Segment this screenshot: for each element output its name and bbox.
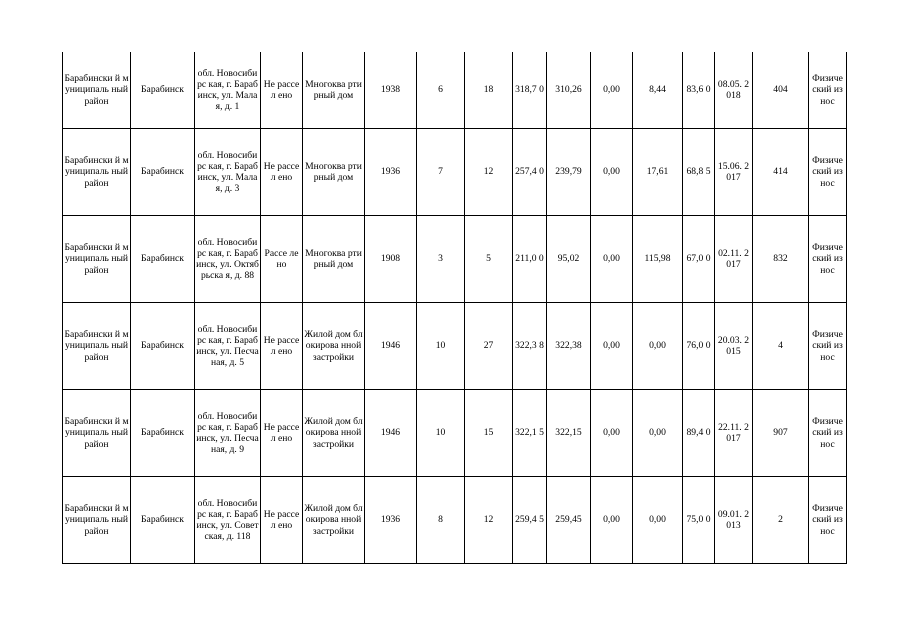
cell-doc-no: 404 (753, 52, 809, 129)
cell-doc-no: 907 (753, 390, 809, 477)
cell-status: Не рассел ено (261, 303, 303, 390)
cell-area-total: 322,3 8 (513, 303, 547, 390)
cell-settlement: Барабинск (131, 390, 195, 477)
cell-doc-no: 4 (753, 303, 809, 390)
cell-year: 1908 (365, 216, 417, 303)
cell-date: 08.05. 2018 (715, 52, 753, 129)
cell-area-living: 95,02 (547, 216, 591, 303)
table-row (63, 303, 847, 390)
cell-year: 1938 (365, 52, 417, 129)
cell-col7: 10 (417, 303, 465, 390)
cell-date: 20.03. 2015 (715, 303, 753, 390)
cell-col13: 89,4 0 (683, 390, 715, 477)
cell-settlement: Барабинск (131, 303, 195, 390)
table-row (63, 129, 847, 216)
cell-year: 1936 (365, 129, 417, 216)
cell-address: обл. Новосибирс кая, г. Барабинск, ул. Песчаная, д. 5 (195, 303, 261, 390)
cell-date: 09.01. 2013 (715, 477, 753, 564)
cell-date: 02.11. 2017 (715, 216, 753, 303)
cell-doc-no: 2 (753, 477, 809, 564)
cell-reason: Физиче ский износ (809, 52, 847, 129)
cell-area-living: 259,45 (547, 477, 591, 564)
cell-year: 1946 (365, 303, 417, 390)
cell-col12: 17,61 (633, 129, 683, 216)
cell-district: Барабински й муниципаль ный район (63, 303, 131, 390)
cell-col8: 27 (465, 303, 513, 390)
cell-status: Не рассел ено (261, 129, 303, 216)
cell-doc-no: 832 (753, 216, 809, 303)
cell-settlement: Барабинск (131, 52, 195, 129)
cell-col11: 0,00 (591, 390, 633, 477)
cell-district: Барабински й муниципаль ный район (63, 477, 131, 564)
cell-doc-no: 414 (753, 129, 809, 216)
cell-col13: 75,0 0 (683, 477, 715, 564)
table-row (63, 52, 847, 129)
cell-year: 1946 (365, 390, 417, 477)
cell-area-total: 318,7 0 (513, 52, 547, 129)
table-row (63, 216, 847, 303)
cell-reason: Физиче ский износ (809, 129, 847, 216)
cell-col7: 8 (417, 477, 465, 564)
cell-district: Барабински й муниципаль ный район (63, 52, 131, 129)
cell-building-type: Многоква ртирный дом (303, 129, 365, 216)
cell-col13: 67,0 0 (683, 216, 715, 303)
cell-area-living: 322,15 (547, 390, 591, 477)
cell-col7: 3 (417, 216, 465, 303)
cell-col12: 8,44 (633, 52, 683, 129)
cell-address: обл. Новосибирс кая, г. Барабинск, ул. Малая, д. 1 (195, 52, 261, 129)
cell-col13: 68,8 5 (683, 129, 715, 216)
cell-district: Барабински й муниципаль ный район (63, 216, 131, 303)
cell-area-living: 322,38 (547, 303, 591, 390)
cell-col12: 0,00 (633, 477, 683, 564)
emergency-housing-table (62, 52, 847, 564)
cell-status: Рассе лено (261, 216, 303, 303)
cell-district: Барабински й муниципаль ный район (63, 129, 131, 216)
cell-col7: 10 (417, 390, 465, 477)
cell-col7: 7 (417, 129, 465, 216)
cell-area-total: 211,0 0 (513, 216, 547, 303)
cell-reason: Физиче ский износ (809, 477, 847, 564)
cell-building-type: Многоква ртирный дом (303, 216, 365, 303)
cell-col11: 0,00 (591, 52, 633, 129)
cell-col13: 83,6 0 (683, 52, 715, 129)
cell-col11: 0,00 (591, 129, 633, 216)
cell-col11: 0,00 (591, 303, 633, 390)
cell-reason: Физиче ский износ (809, 390, 847, 477)
cell-col11: 0,00 (591, 477, 633, 564)
cell-district: Барабински й муниципаль ный район (63, 390, 131, 477)
cell-status: Не рассел ено (261, 52, 303, 129)
cell-col12: 0,00 (633, 303, 683, 390)
cell-col12: 0,00 (633, 390, 683, 477)
table-row (63, 477, 847, 564)
cell-address: обл. Новосибирс кая, г. Барабинск, ул. Октябрьска я, д. 88 (195, 216, 261, 303)
cell-reason: Физиче ский износ (809, 216, 847, 303)
cell-reason: Физиче ский износ (809, 303, 847, 390)
cell-col11: 0,00 (591, 216, 633, 303)
cell-area-total: 257,4 0 (513, 129, 547, 216)
cell-settlement: Барабинск (131, 216, 195, 303)
cell-date: 22.11. 2017 (715, 390, 753, 477)
cell-col7: 6 (417, 52, 465, 129)
cell-address: обл. Новосибирс кая, г. Барабинск, ул. Песчаная, д. 9 (195, 390, 261, 477)
cell-col8: 12 (465, 129, 513, 216)
cell-address: обл. Новосибирс кая, г. Барабинск, ул. Малая, д. 3 (195, 129, 261, 216)
cell-col8: 5 (465, 216, 513, 303)
cell-area-total: 259,4 5 (513, 477, 547, 564)
cell-status: Не рассел ено (261, 477, 303, 564)
cell-building-type: Жилой дом блокирова нной застройки (303, 390, 365, 477)
cell-col8: 12 (465, 477, 513, 564)
cell-building-type: Жилой дом блокирова нной застройки (303, 303, 365, 390)
cell-settlement: Барабинск (131, 477, 195, 564)
cell-area-total: 322,1 5 (513, 390, 547, 477)
cell-year: 1936 (365, 477, 417, 564)
cell-area-living: 239,79 (547, 129, 591, 216)
cell-building-type: Многоква ртирный дом (303, 52, 365, 129)
cell-status: Не рассел ено (261, 390, 303, 477)
cell-settlement: Барабинск (131, 129, 195, 216)
cell-date: 15.06. 2017 (715, 129, 753, 216)
cell-address: обл. Новосибирс кая, г. Барабинск, ул. Советская, д. 118 (195, 477, 261, 564)
cell-building-type: Жилой дом блокирова нной застройки (303, 477, 365, 564)
cell-col13: 76,0 0 (683, 303, 715, 390)
cell-area-living: 310,26 (547, 52, 591, 129)
cell-col8: 18 (465, 52, 513, 129)
table-row (63, 390, 847, 477)
cell-col12: 115,98 (633, 216, 683, 303)
cell-col8: 15 (465, 390, 513, 477)
